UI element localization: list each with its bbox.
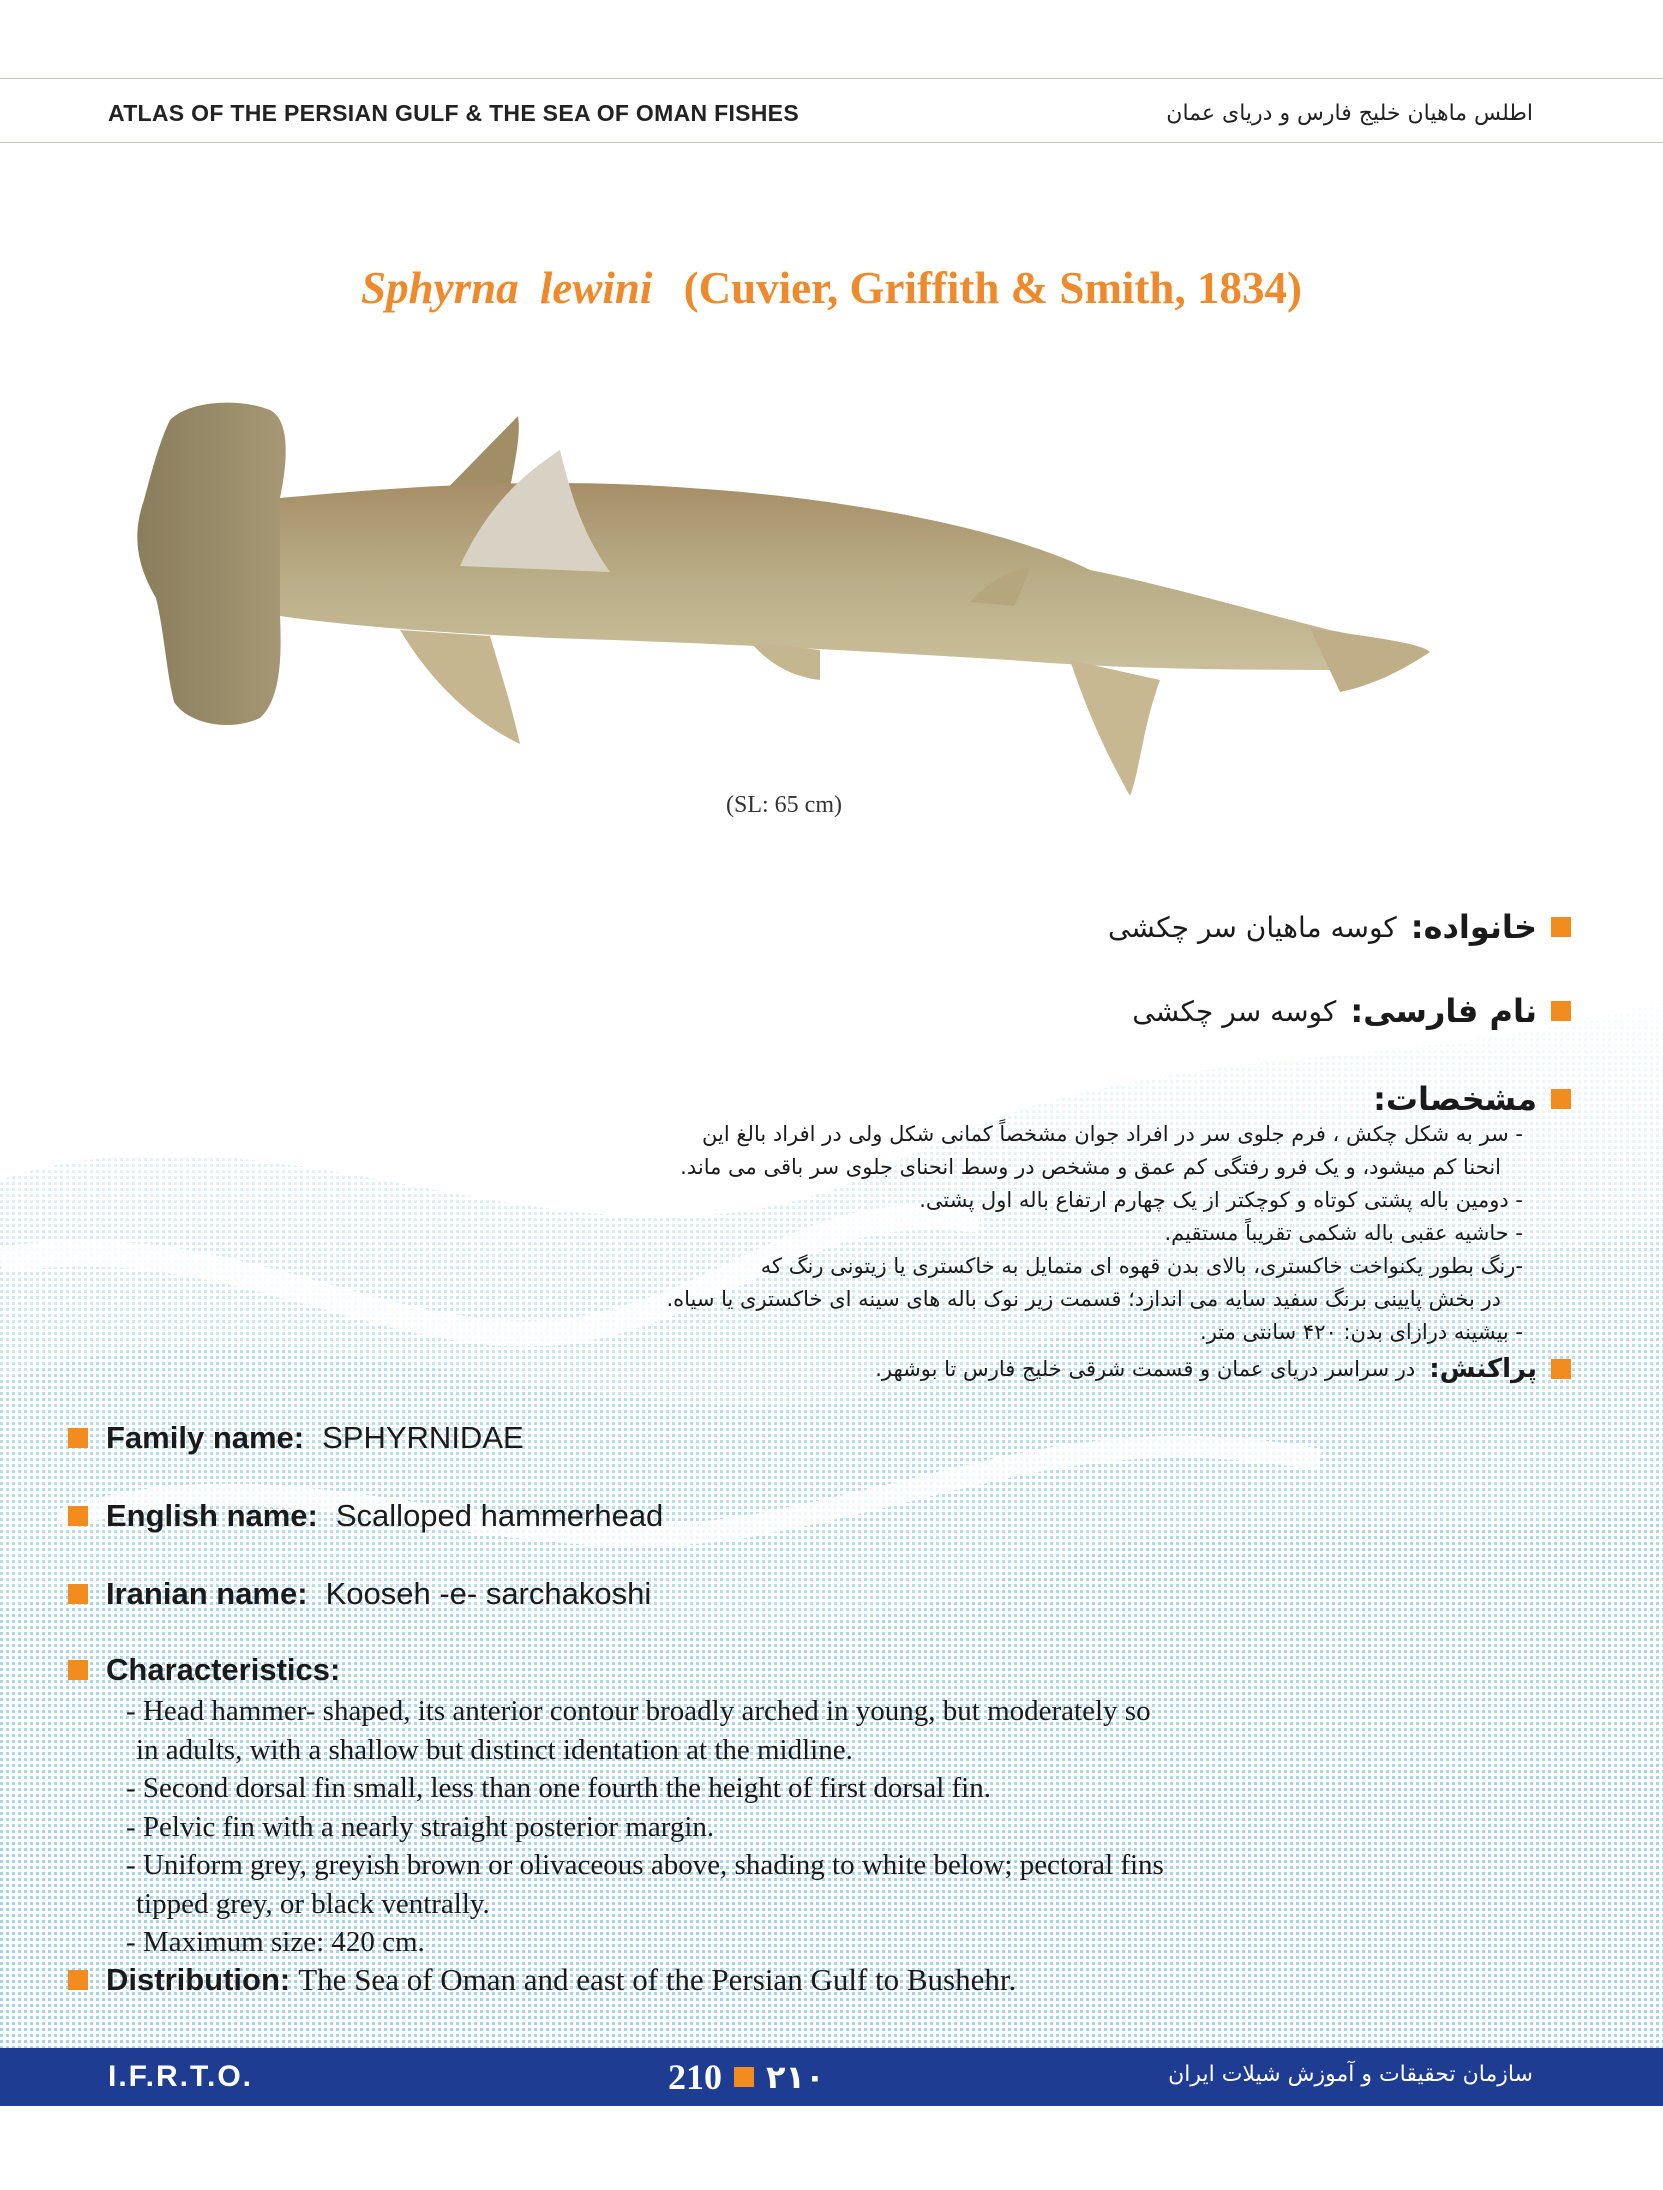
- fa-distribution-label: پراکنش:: [1429, 1354, 1537, 1384]
- page-number-fa: ۲۱۰: [766, 2058, 825, 2096]
- en-english-name-value: Scalloped hammerhead: [335, 1498, 664, 1533]
- orange-square-bullet-icon: [1551, 1001, 1571, 1021]
- fa-name-row: [1132, 992, 1571, 1030]
- fa-characteristics-line: - حاشیه عقبی باله شکمی تقریباً مستقیم.: [1164, 1221, 1523, 1245]
- en-characteristics-line: - Maximum size: 420 cm.: [126, 1926, 425, 1958]
- atlas-title-en: ATLAS OF THE PERSIAN GULF & THE SEA OF OMAN FISHES: [108, 100, 799, 126]
- fa-name-label: نام فارسی:: [1350, 992, 1537, 1030]
- header-bottom-rule: [0, 142, 1663, 143]
- en-characteristics-label: Characteristics:: [106, 1652, 341, 1687]
- fa-family-label: خانواده:: [1410, 908, 1537, 946]
- en-english-name-label: English name:: [106, 1498, 318, 1533]
- en-characteristics-line: - Pelvic fin with a nearly straight posterior margin.: [126, 1810, 715, 1843]
- en-iranian-name-label: Iranian name:: [106, 1576, 308, 1611]
- header-top-rule: [0, 78, 1663, 79]
- fa-characteristics-line: - سر به شکل چکش ، فرم جلوی سر در افراد جوان مشخصاً کمانی شکل ولی در افراد بالغ این: [702, 1122, 1523, 1146]
- en-characteristics-line: tipped grey, or black ventrally.: [136, 1887, 490, 1920]
- en-iranian-name-row: [68, 1576, 651, 1612]
- fa-characteristics-line: -رنگ بطور یکنواخت خاکستری، بالای بدن قهوه ای متمایل به خاکستری یا زیتونی رنگ که: [760, 1254, 1523, 1278]
- hammerhead-shark-illustration: [130, 380, 1530, 820]
- species-title: [0, 262, 1663, 314]
- fa-characteristics-text: [423, 1118, 1523, 1349]
- en-characteristics-text: [126, 1692, 1164, 1962]
- orange-square-bullet-icon: [68, 1970, 88, 1990]
- orange-square-bullet-icon: [734, 2067, 754, 2087]
- fa-family-row: [1108, 908, 1571, 946]
- en-characteristics-row: [68, 1652, 340, 1688]
- fa-characteristics-label: مشخصات:: [1373, 1080, 1537, 1118]
- standard-length-caption: (SL: 65 cm): [726, 792, 842, 818]
- fa-characteristics-line: در بخش پایینی برنگ سفید سایه می اندازد؛ قسمت زیر نوک باله های سینه ای خاکستری یا سیاه.: [666, 1287, 1501, 1311]
- footer-institute-abbrev: I.F.R.T.O.: [108, 2060, 254, 2093]
- orange-square-bullet-icon: [68, 1660, 88, 1680]
- scientific-name: Sphyrna lewini: [361, 263, 653, 313]
- fa-characteristics-line: - دومین باله پشتی کوتاه و کوچکتر از یک چهارم ارتفاع باله اول پشتی.: [919, 1188, 1523, 1212]
- en-characteristics-line: - Head hammer- shaped, its anterior contour broadly arched in young, but moderately so: [126, 1695, 1151, 1727]
- orange-square-bullet-icon: [68, 1506, 88, 1526]
- species-authority: (Cuvier, Griffith & Smith, 1834): [683, 263, 1302, 313]
- orange-square-bullet-icon: [68, 1428, 88, 1448]
- orange-square-bullet-icon: [1551, 1359, 1571, 1379]
- en-characteristics-line: - Uniform grey, greyish brown or olivaceous above, shading to white below; pectoral fins: [126, 1849, 1164, 1881]
- en-distribution-row: [68, 1962, 1016, 1998]
- en-characteristics-line: in adults, with a shallow but distinct identation at the midline.: [136, 1733, 853, 1766]
- en-distribution-label: Distribution:: [106, 1962, 291, 1997]
- footer-bar: [0, 2048, 1663, 2106]
- fa-distribution-row: [875, 1354, 1571, 1384]
- fa-name-value: کوسه سر چکشی: [1132, 994, 1337, 1028]
- running-header: [108, 100, 1533, 127]
- fa-characteristics-line: انحنا کم میشود، و یک فرو رفتگی کم عمق و مشخص در وسط انحنای جلوی سر باقی می ماند.: [680, 1155, 1501, 1179]
- en-characteristics-line: - Second dorsal fin small, less than one fourth the height of first dorsal fin.: [126, 1772, 991, 1804]
- footer-institute-fa: سازمان تحقیقات و آموزش شیلات ایران: [1168, 2062, 1533, 2087]
- page-number: [668, 2056, 825, 2098]
- fa-family-value: کوسه ماهیان سر چکشی: [1107, 910, 1397, 944]
- orange-square-bullet-icon: [1551, 917, 1571, 937]
- en-family-row: [68, 1420, 524, 1456]
- page-number-en: 210: [668, 2057, 722, 2097]
- atlas-title-fa: اطلس ماهیان خلیج فارس و دریای عمان: [1166, 101, 1533, 126]
- fa-characteristics-line: - بیشینه درازای بدن: ۴۲۰ سانتی متر.: [1200, 1320, 1523, 1344]
- fa-distribution-value: در سراسر دریای عمان و قسمت شرقی خلیج فارس تا بوشهر.: [875, 1357, 1416, 1381]
- orange-square-bullet-icon: [1551, 1089, 1571, 1109]
- en-family-label: Family name:: [106, 1420, 305, 1455]
- orange-square-bullet-icon: [68, 1584, 88, 1604]
- en-family-value: SPHYRNIDAE: [322, 1420, 524, 1455]
- fa-characteristics-row: [1373, 1080, 1571, 1118]
- en-distribution-value: The Sea of Oman and east of the Persian Gulf to Bushehr.: [298, 1962, 1017, 1997]
- en-iranian-name-value: Kooseh -e- sarchakoshi: [325, 1576, 652, 1611]
- en-english-name-row: [68, 1498, 663, 1534]
